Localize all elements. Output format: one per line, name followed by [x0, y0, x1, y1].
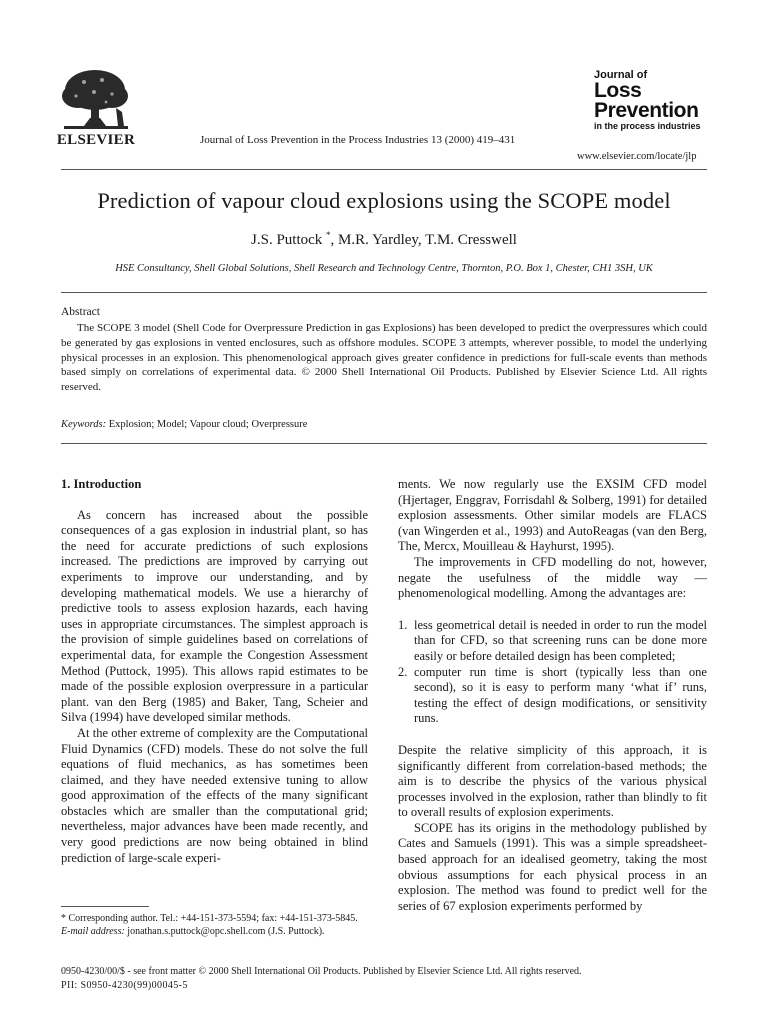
article-title: Prediction of vapour cloud explosions using the SCOPE model — [97, 188, 671, 213]
spacer — [398, 602, 707, 618]
paragraph: At the other extreme of complexity are the Computational Fluid Dynamics (CFD) models. These do not solve the full equations of fluid mechanics, as has sometimes been claimed, and they have needed extensive tuning to allow good approximation of the effects of the many significant obstacles which are smaller than the computational grid; nevertheless, major advances have been made recently, and very good predictions are now being obtained in blind prediction of large-scale experi- — [61, 725, 368, 865]
email-label: E-mail address: — [61, 926, 125, 937]
journal-url-link[interactable]: www.elsevier.com/locate/jlp — [577, 151, 697, 162]
paragraph: Despite the relative simplicity of this approach, it is significantly different from correlation-based methods; the aim is to describe the physics of the various physical processes involved in the explosion, rather than blindly to fit to overall results of explosion experiments. — [398, 742, 707, 820]
corresponding-author-mark[interactable]: * — [326, 230, 331, 240]
author-names-rest: , M.R. Yardley, T.M. Cresswell — [330, 232, 517, 248]
journal-logo-line4: in the process industries — [594, 121, 701, 131]
author-name: J.S. Puttock — [251, 232, 323, 248]
affiliation: HSE Consultancy, Shell Global Solutions, Shell Research and Technology Centre, Thornton, P.O. Box 1, Chester, CH1 3SH, UK — [115, 263, 653, 274]
list-item-number: 1. — [398, 617, 408, 632]
list-item-text: less geometrical detail is needed in order to run the model than for CFD, so that screening runs can be done more easily or before detailed design has been completed; — [414, 617, 707, 663]
section-heading: 1. Introduction — [61, 477, 142, 491]
paragraph: The improvements in CFD modelling do not, however, negate the usefulness of the middle way — phenomenological modelling. Among the advantages are: — [398, 554, 707, 601]
elsevier-tree-logo — [54, 66, 136, 136]
keywords-label: Keywords: — [61, 419, 107, 430]
title-divider — [61, 292, 707, 293]
paragraph: As concern has increased about the possible consequences of a gas explosion in industrial plant, so has the need for accurate predictions of such explosions increased. The predictions are improved by carrying out experiments to improve our understanding, and by developing mathematical models. We use a hierarchy of predictive tools to assess explosion hazards, each having uses in appropriate circumstances. The simplest approach is the provision of simple guidelines based on correlations of experimental data, for example the Congestion Assessment Method (Puttock, 1995). This allows rapid estimates to be made of the possible explosion overpressure in a particular plant. van den Berg (1985) and Baker, Tang, Scheier and Silva (1994) have developed similar methods. — [61, 507, 368, 725]
spacer — [398, 727, 707, 743]
email-link[interactable]: jonathan.s.puttock@opc.shell.com (J.S. Puttock). — [124, 926, 325, 937]
right-column — [398, 477, 707, 914]
paragraph: SCOPE has its origins in the methodology published by Cates and Samuels (1991). This was a simple spreadsheet-based approach for an idealised geometry, taking the most obvious assumptions for each physical process in an explosion. The method was found to predict well for the series of 67 explosion experiments performed by — [398, 820, 707, 913]
journal-logo — [594, 70, 701, 132]
abstract-divider — [61, 443, 707, 444]
pii-line: PII: S0950-4230(99)00045-5 — [61, 980, 188, 991]
copyright-line: 0950-4230/00/$ - see front matter © 2000 Shell International Oil Products. Published by Elsevier Science Ltd. All rights reserved. — [61, 966, 582, 977]
header-divider — [61, 169, 707, 170]
advantages-list — [398, 618, 707, 727]
keywords — [61, 419, 307, 430]
journal-logo-line3: Prevention — [594, 99, 699, 122]
abstract-body — [61, 321, 707, 395]
footnote-contact: * Corresponding author. Tel.: +44-151-373-5594; fax: +44-151-373-5845. — [61, 913, 358, 924]
list-item — [398, 665, 707, 727]
list-item-text: computer run time is short (typically less than one second), so it is easy to perform many ‘what if’ runs, testing the effect of design modifications, or sensitivity runs. — [414, 664, 707, 726]
journal-logo-line2: Loss — [594, 79, 642, 102]
footnote — [61, 912, 368, 938]
journal-citation: Journal of Loss Prevention in the Process Industries 13 (2000) 419–431 — [200, 134, 516, 146]
footnote-divider — [61, 906, 149, 907]
footnote-email-line — [61, 925, 368, 938]
abstract-heading: Abstract — [61, 306, 100, 318]
list-item-number: 2. — [398, 664, 408, 679]
left-column — [61, 477, 368, 866]
author-list — [0, 230, 768, 249]
keywords-list: Explosion; Model; Vapour cloud; Overpressure — [108, 419, 308, 430]
abstract-paragraph: The SCOPE 3 model (Shell Code for Overpressure Prediction in gas Explosions) has been developed to predict the overpressures which could be generated by gas explosions in vented enclosures, such as offshore modules. SCOPE 3 attempts, wherever possible, to model the underlying physical processes in an explosion. This phenomenological approach gives greater confidence in predictions for full-scale events than methods based simply on correlations of experimental data. © 2000 Shell International Oil Products. Published by Elsevier Science Ltd. All rights reserved. — [61, 322, 707, 394]
list-item — [398, 618, 707, 665]
paragraph: ments. We now regularly use the EXSIM CFD model (Hjertager, Enggrav, Forrisdahl & Solberg, 1991) for detailed explosion assessments. Other similar models are FLACS (van Wingerden et al., 1993) and AutoReagas (van den Berg, The, Mercx, Mouilleau & Hayhurst, 1995). — [398, 477, 707, 554]
journal-logo-line1: Journal of — [594, 69, 648, 81]
publisher-name: ELSEVIER — [56, 132, 136, 148]
